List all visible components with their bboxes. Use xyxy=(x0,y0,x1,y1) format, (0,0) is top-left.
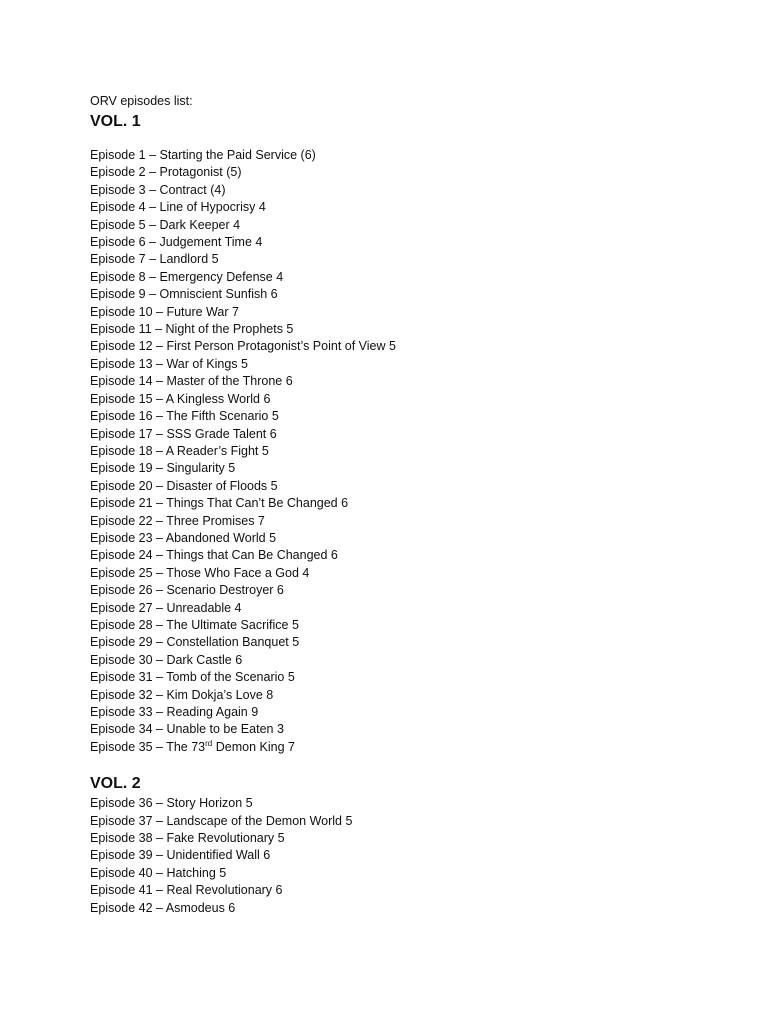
vol1-episode-list xyxy=(90,147,710,756)
episode-23: Episode 23 – Abandoned World 5 xyxy=(90,530,277,545)
episode-34: Episode 34 – Unable to be Eaten 3 xyxy=(90,722,284,737)
episode-39: Episode 39 – Unidentified Wall 6 xyxy=(90,848,271,863)
episode-41: Episode 41 – Real Revolutionary 6 xyxy=(90,883,283,898)
episode-11: Episode 11 – Night of the Prophets 5 xyxy=(90,322,294,337)
episode-35-superscript: rd xyxy=(205,738,213,748)
vol2-heading: VOL. 2 xyxy=(90,775,141,793)
episode-38: Episode 38 – Fake Revolutionary 5 xyxy=(90,831,285,846)
episode-20: Episode 20 – Disaster of Floods 5 xyxy=(90,478,278,493)
episode-30: Episode 30 – Dark Castle 6 xyxy=(90,652,243,667)
episode-12: Episode 12 – First Person Protagonist’s Point of View 5 xyxy=(90,339,396,354)
episode-28: Episode 28 – The Ultimate Sacrifice 5 xyxy=(90,617,299,632)
episode-35 xyxy=(90,739,710,756)
episode-13: Episode 13 – War of Kings 5 xyxy=(90,356,248,371)
episode-35-prefix: Episode 35 – The 73 xyxy=(90,739,206,754)
vol2-episode-list xyxy=(90,795,710,917)
episode-21: Episode 21 – Things That Can’t Be Changed 6 xyxy=(90,496,349,511)
episode-40: Episode 40 – Hatching 5 xyxy=(90,865,227,880)
episode-37: Episode 37 – Landscape of the Demon World 5 xyxy=(90,813,353,828)
episode-6: Episode 6 – Judgement Time 4 xyxy=(90,235,263,250)
episode-5: Episode 5 – Dark Keeper 4 xyxy=(90,217,241,232)
vol1-heading: VOL. 1 xyxy=(90,113,141,130)
episode-2: Episode 2 – Protagonist (5) xyxy=(90,165,242,180)
episode-1: Episode 1 – Starting the Paid Service (6) xyxy=(90,148,316,162)
document-title: ORV episodes list: xyxy=(90,94,193,108)
episode-10: Episode 10 – Future War 7 xyxy=(90,304,239,319)
episode-17: Episode 17 – SSS Grade Talent 6 xyxy=(90,426,277,441)
episode-29: Episode 29 – Constellation Banquet 5 xyxy=(90,635,300,650)
episode-35-suffix: Demon King 7 xyxy=(212,739,295,754)
episode-22: Episode 22 – Three Promises 7 xyxy=(90,513,265,528)
episode-7: Episode 7 – Landlord 5 xyxy=(90,252,219,267)
episode-4: Episode 4 – Line of Hypocrisy 4 xyxy=(90,200,266,215)
episode-8: Episode 8 – Emergency Defense 4 xyxy=(90,269,284,284)
episode-3: Episode 3 – Contract (4) xyxy=(90,182,226,197)
episode-19: Episode 19 – Singularity 5 xyxy=(90,461,236,476)
episode-18: Episode 18 – A Reader’s Fight 5 xyxy=(90,443,269,458)
episode-26: Episode 26 – Scenario Destroyer 6 xyxy=(90,583,284,598)
episode-14: Episode 14 – Master of the Throne 6 xyxy=(90,374,293,389)
episode-24: Episode 24 – Things that Can Be Changed 6 xyxy=(90,548,338,563)
episode-27: Episode 27 – Unreadable 4 xyxy=(90,600,242,615)
episode-9: Episode 9 – Omniscient Sunfish 6 xyxy=(90,287,278,302)
episode-32: Episode 32 – Kim Dokja’s Love 8 xyxy=(90,687,274,702)
episode-16: Episode 16 – The Fifth Scenario 5 xyxy=(90,409,279,424)
episode-31: Episode 31 – Tomb of the Scenario 5 xyxy=(90,670,295,685)
episode-33: Episode 33 – Reading Again 9 xyxy=(90,705,259,719)
document-page xyxy=(90,93,710,917)
episode-36: Episode 36 – Story Horizon 5 xyxy=(90,796,253,811)
episode-42: Episode 42 – Asmodeus 6 xyxy=(90,900,236,915)
episode-25: Episode 25 – Those Who Face a God 4 xyxy=(90,565,310,580)
episode-15: Episode 15 – A Kingless World 6 xyxy=(90,391,271,406)
